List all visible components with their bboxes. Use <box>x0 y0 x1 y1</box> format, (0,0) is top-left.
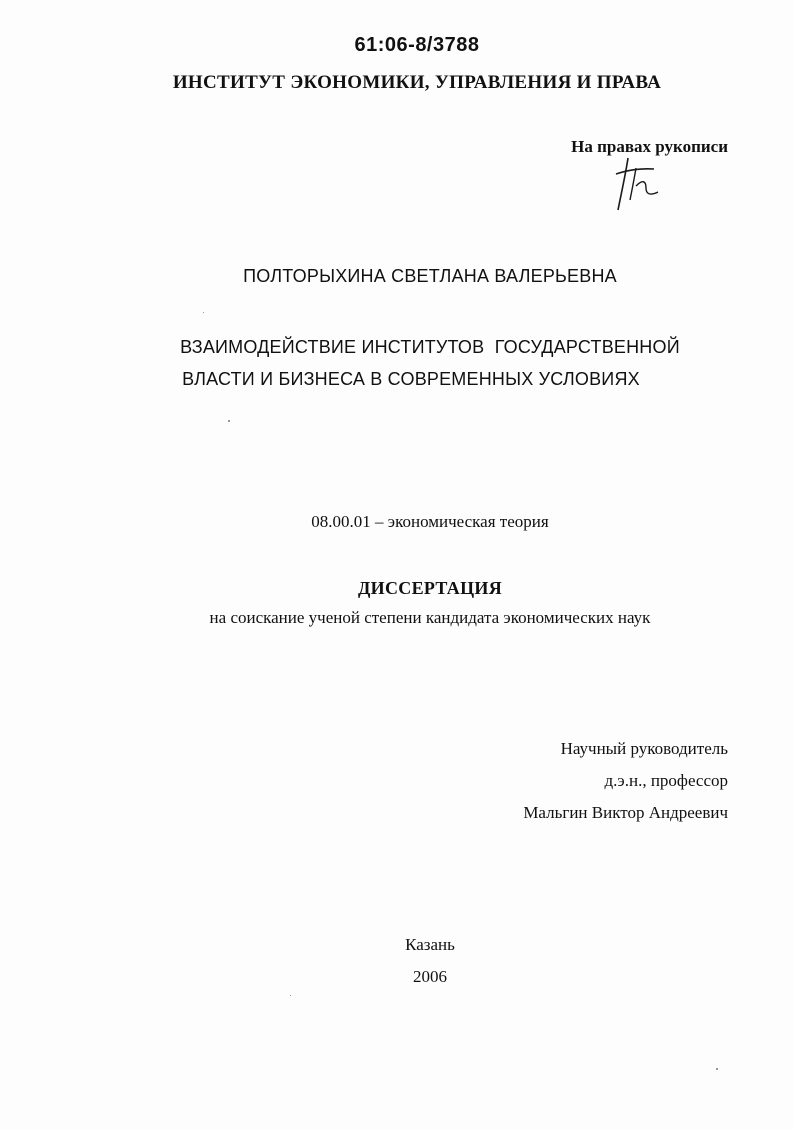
supervisor-credentials: д.э.н., профессор <box>604 771 728 790</box>
scan-speck <box>716 1068 718 1070</box>
supervisor-role: Научный руководитель <box>560 739 728 758</box>
handwritten-signature <box>610 152 672 214</box>
supervisor-name: Мальгин Виктор Андреевич <box>523 803 728 822</box>
author-name: ПОЛТОРЫХИНА СВЕТЛАНА ВАЛЕРЬЕВНА <box>243 266 617 286</box>
catalog-number: 61:06-8/3788 <box>354 34 480 56</box>
institute-name: ИНСТИТУТ ЭКОНОМИКИ, УПРАВЛЕНИЯ И ПРАВА <box>172 72 662 93</box>
dissertation-title-line-2: ВЛАСТИ И БИЗНЕСА В СОВРЕМЕННЫХ УСЛОВИЯХ <box>182 369 640 389</box>
document-type: ДИССЕРТАЦИЯ <box>357 578 502 598</box>
year: 2006 <box>413 967 447 986</box>
scan-speck <box>290 995 291 996</box>
manuscript-rights-note: На правах рукописи <box>571 137 728 156</box>
city: Казань <box>405 935 455 954</box>
dissertation-title-line-1: ВЗАИМОДЕЙСТВИЕ ИНСТИТУТОВ ГОСУДАРСТВЕННОЙ <box>180 337 680 357</box>
specialty-code: 08.00.01 – экономическая теория <box>311 512 549 531</box>
degree-description: на соискание ученой степени кандидата экономических наук <box>209 608 651 627</box>
scan-speck <box>203 312 204 313</box>
scan-speck <box>228 420 230 422</box>
